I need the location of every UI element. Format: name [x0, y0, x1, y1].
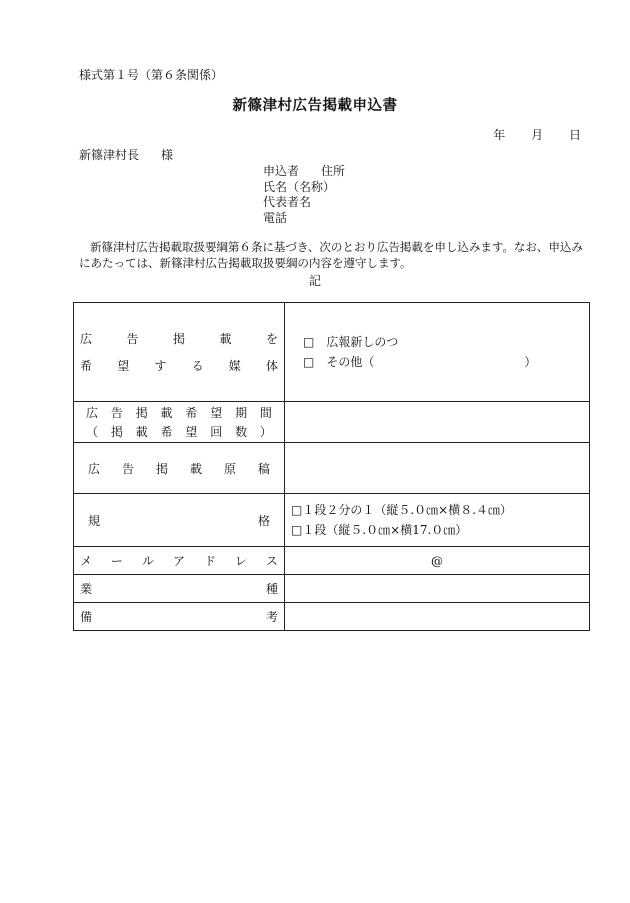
manuscript-label-char: 原: [223, 461, 236, 476]
media-option-other-prefix: □ その他（: [303, 355, 375, 369]
addressee-honorific: 様: [161, 148, 174, 162]
email-row: [74, 547, 590, 575]
period-label-char: 数: [235, 425, 248, 439]
email-at-sign: @: [431, 553, 443, 568]
remarks-value-cell[interactable]: [285, 603, 590, 631]
applicant-label: 申込者: [263, 164, 300, 178]
manuscript-label: [88, 460, 270, 477]
application-form-table: [73, 302, 590, 631]
form-number: 様式第１号（第６条関係）: [79, 68, 224, 82]
media-label-char: を: [265, 332, 278, 346]
email-label-char: ド: [203, 554, 216, 568]
media-label-line2: [80, 357, 278, 374]
period-label-cell: [74, 402, 285, 443]
media-label-char: 希: [80, 359, 93, 373]
email-label-char: メ: [80, 554, 93, 568]
addressee: [79, 146, 173, 163]
size-label-char: 規: [88, 513, 101, 528]
applicant-address-label: 住所: [321, 164, 346, 178]
email-label-char: レ: [234, 554, 247, 568]
manuscript-label-cell: [74, 443, 285, 494]
period-label-char: 載: [135, 425, 148, 439]
period-label-char: 告: [110, 406, 123, 420]
remarks-row: [74, 603, 590, 631]
media-label-cell: [74, 303, 285, 402]
applicant-phone-label: 電話: [263, 210, 288, 225]
media-option-other[interactable]: [303, 352, 589, 372]
period-value-cell[interactable]: [285, 402, 590, 443]
period-row: [74, 402, 590, 443]
period-label-char: 間: [259, 406, 272, 420]
manuscript-value-cell[interactable]: [285, 443, 590, 494]
media-label-char: 媒: [228, 359, 241, 373]
period-label-char: 広: [86, 406, 99, 420]
email-label: [80, 552, 278, 569]
applicant-block: [263, 164, 345, 226]
industry-value-cell[interactable]: [285, 575, 590, 603]
size-row: [74, 494, 590, 547]
email-label-char: ス: [265, 554, 278, 568]
manuscript-row: [74, 443, 590, 494]
media-option-other-suffix: ）: [524, 355, 537, 369]
period-label-char: ）: [259, 425, 272, 439]
remarks-label-char: 考: [265, 610, 278, 624]
period-label-char: 掲: [135, 406, 148, 420]
remarks-label-char: 備: [80, 610, 93, 624]
date-line: [471, 126, 581, 143]
media-row: [74, 303, 590, 402]
media-label-char: 広: [80, 332, 93, 346]
media-label-char: 掲: [172, 332, 185, 346]
media-value-cell[interactable]: [285, 303, 590, 402]
manuscript-label-char: 広: [88, 461, 101, 476]
period-label-char: 希: [185, 406, 198, 420]
addressee-name: 新篠津村長: [79, 148, 140, 162]
industry-label-char: 業: [80, 582, 93, 596]
period-label-char: 載: [160, 406, 173, 420]
manuscript-label-char: 告: [121, 461, 134, 476]
body-text: 新篠津村広告掲載取扱要綱第６条に基づき、次のとおり広告掲載を申し込みます。なお、申込みにあたっては、新篠津村広告掲載取扱要綱の内容を遵守します。: [79, 240, 583, 270]
ki-heading: 記: [308, 274, 321, 288]
remarks-label: [80, 608, 278, 625]
email-label-char: ル: [141, 554, 154, 568]
applicant-representative-label: 代表者名: [263, 195, 312, 209]
industry-label: [80, 580, 278, 597]
period-label-char: 掲: [110, 425, 123, 439]
date-day: 日: [568, 128, 581, 142]
period-label-char: 望: [210, 406, 223, 420]
period-label-char: （: [86, 425, 99, 439]
applicant-name-label: 氏名（名称）: [263, 179, 336, 194]
date-year: 年: [493, 128, 506, 142]
period-label-char: 望: [185, 425, 198, 439]
email-value-cell[interactable]: [285, 547, 590, 575]
media-label-char: す: [154, 359, 167, 373]
size-value-cell[interactable]: [285, 494, 590, 547]
media-option-koho[interactable]: □ 広報新しのつ: [303, 335, 399, 349]
manuscript-label-char: 稿: [257, 461, 270, 476]
industry-label-char: 種: [265, 582, 278, 596]
document-title: 新篠津村広告掲載申込書: [232, 97, 398, 114]
size-label-char: 格: [257, 513, 270, 528]
industry-label-cell: [74, 575, 285, 603]
remarks-label-cell: [74, 603, 285, 631]
period-label-line1: [86, 404, 272, 421]
media-label-char: 望: [117, 359, 130, 373]
period-label-line2: [86, 423, 272, 440]
email-label-char: ア: [172, 554, 185, 568]
email-label-char: ー: [110, 554, 123, 568]
period-label-char: 期: [235, 406, 248, 420]
size-label-cell: [74, 494, 285, 547]
period-label-char: 希: [160, 425, 173, 439]
size-label: [88, 512, 270, 529]
media-label-char: る: [191, 359, 204, 373]
media-label-char: 告: [126, 332, 139, 346]
size-option-full[interactable]: □１段（縦５.０㎝×横17.０㎝）: [291, 523, 468, 537]
size-option-half[interactable]: □１段２分の１（縦５.０㎝×横８.４㎝）: [291, 503, 513, 517]
industry-row: [74, 575, 590, 603]
manuscript-label-char: 掲: [155, 461, 168, 476]
media-label-line1: [80, 330, 278, 347]
media-label-char: 載: [219, 332, 232, 346]
date-month: 月: [531, 128, 544, 142]
period-label-char: 回: [210, 425, 223, 439]
media-label-char: 体: [265, 359, 278, 373]
manuscript-label-char: 載: [189, 461, 202, 476]
email-label-cell: [74, 547, 285, 575]
